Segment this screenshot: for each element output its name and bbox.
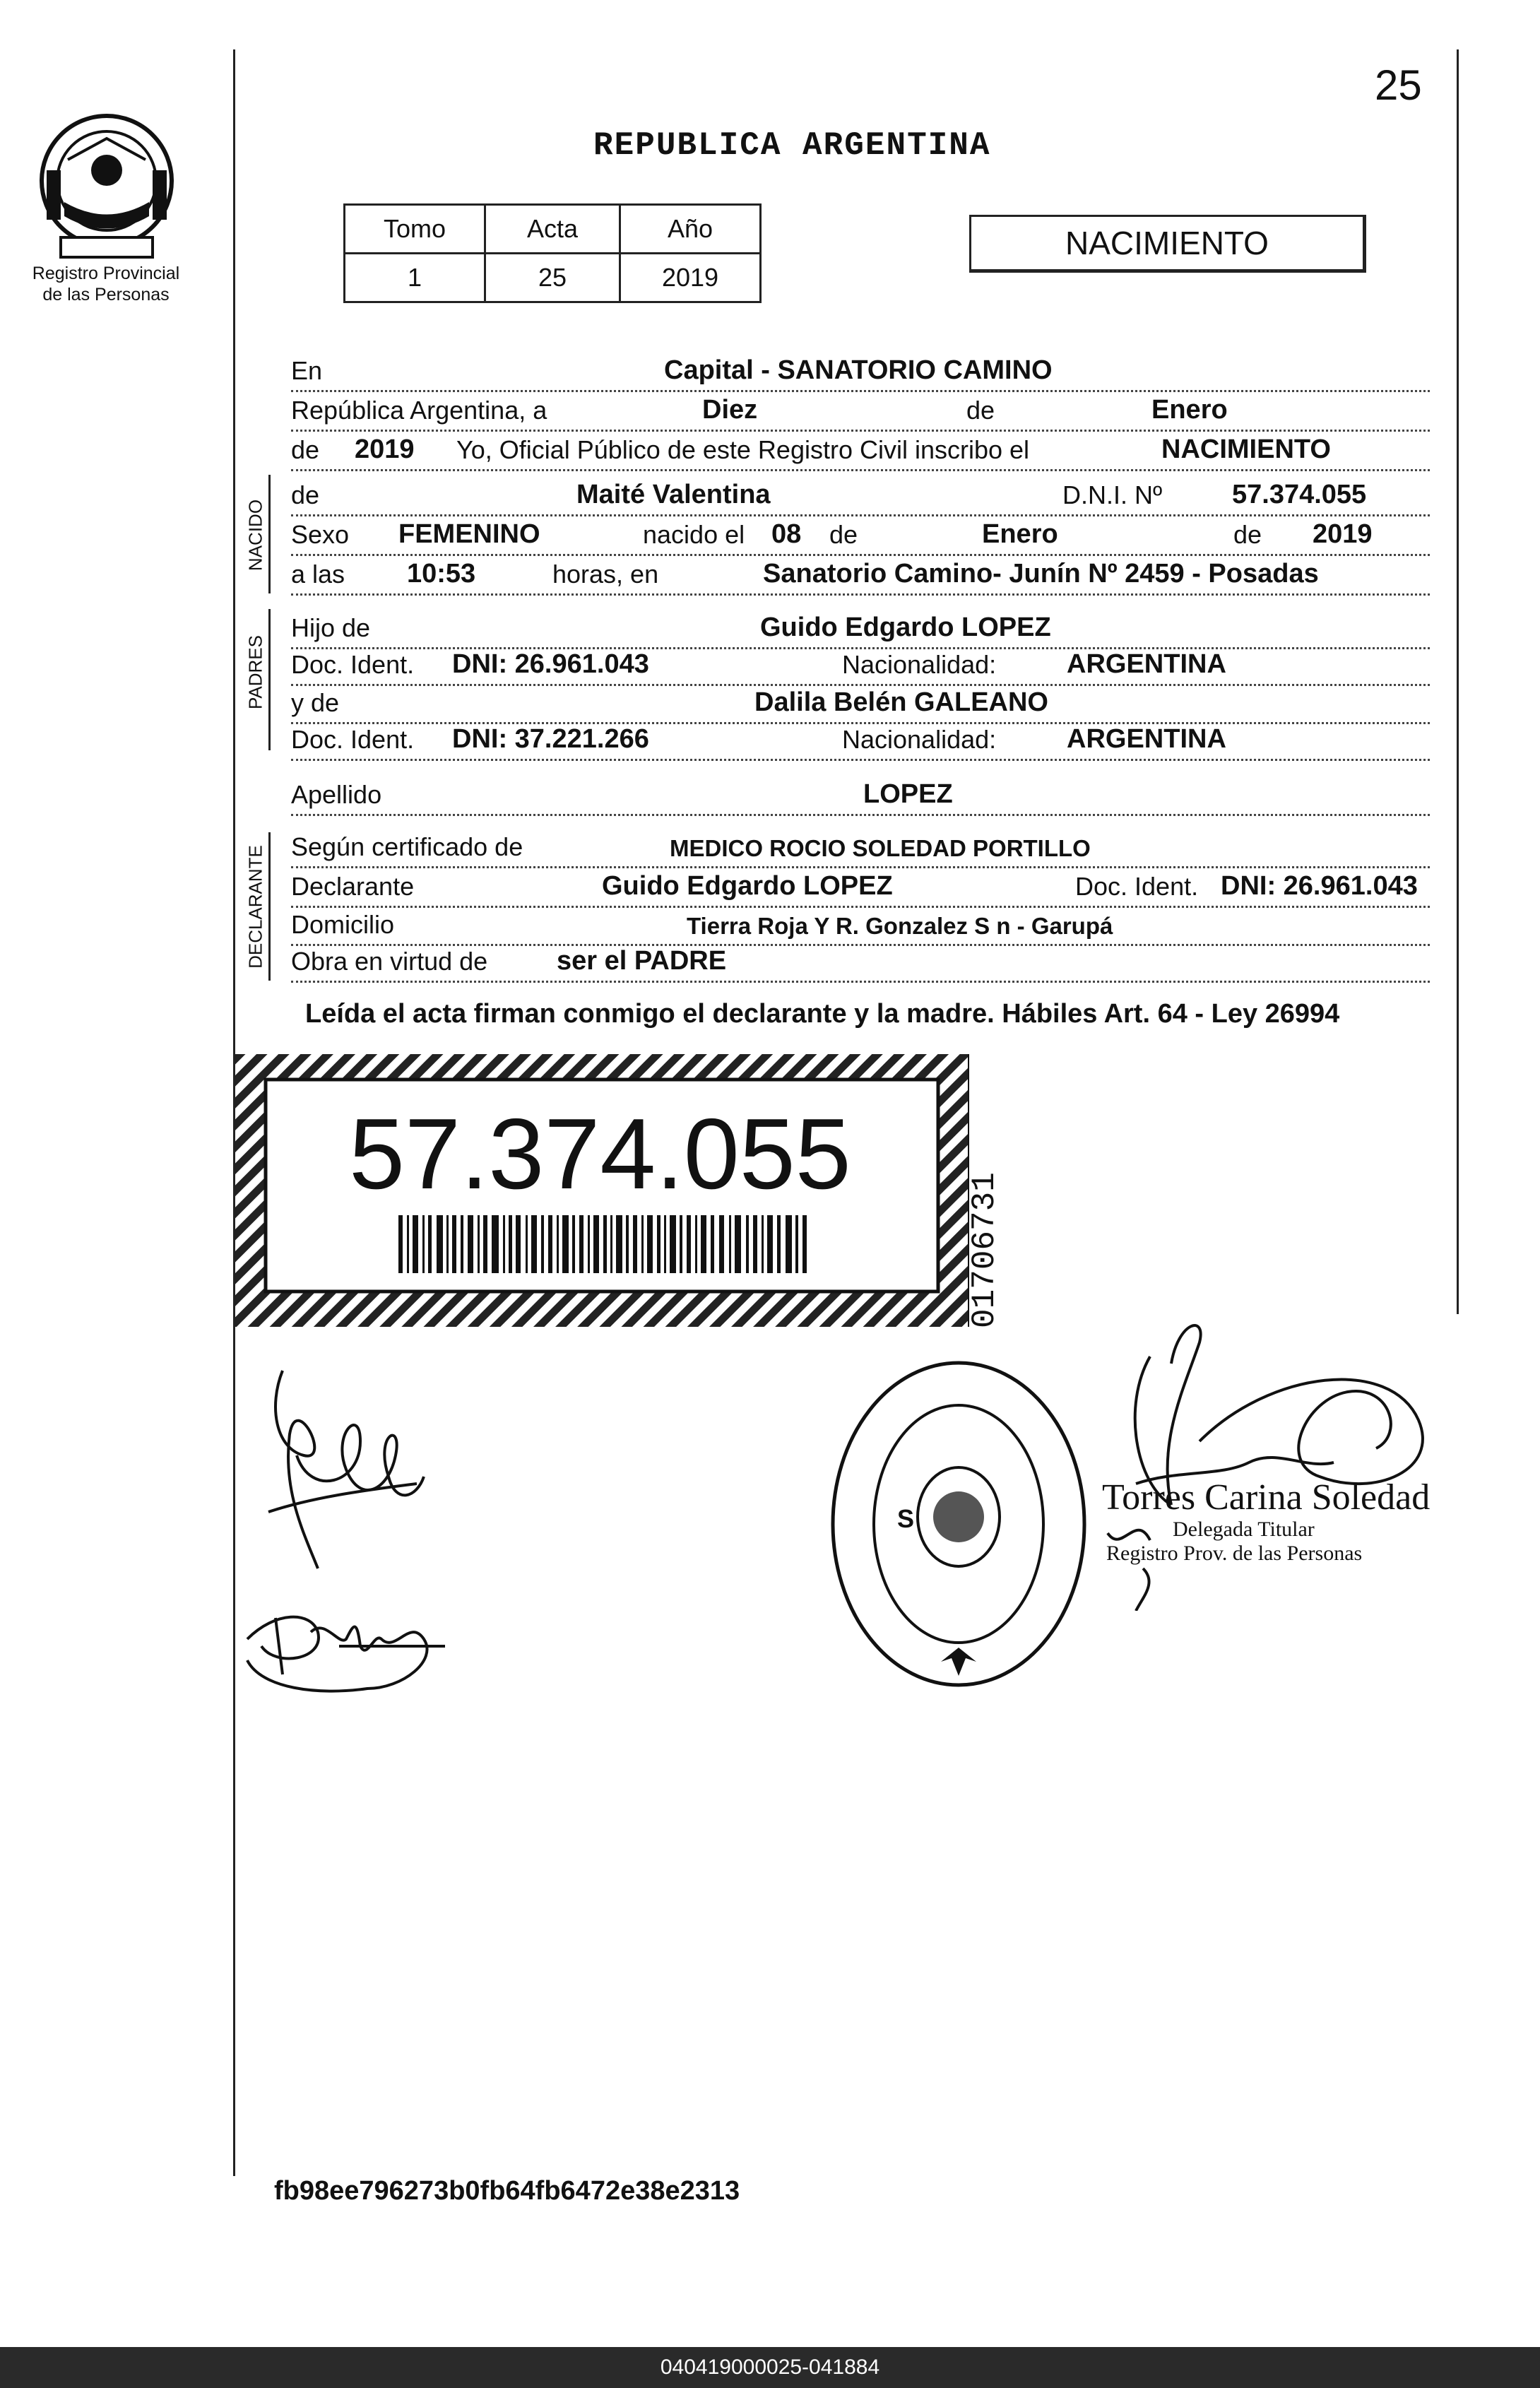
date-row [291,390,1430,432]
year-de-label: de [291,435,320,464]
newborn-birth-row [291,514,1430,556]
value-tomo: 1 [345,254,485,302]
official-seal [828,1358,1089,1690]
birth-place: Sanatorio Camino- Junín Nº 2459 - Posadas [763,559,1319,589]
newborn-dni: 57.374.055 [1232,480,1367,509]
newborn-time-row [291,554,1430,596]
id-card-serial: 01706731 [966,1172,1003,1328]
certificate-value: MEDICO ROCIO SOLEDAD PORTILLO [670,835,1091,861]
year-row [291,430,1430,471]
official-org: Registro Prov. de las Personas [1106,1542,1363,1565]
declarant-row [291,866,1430,908]
padres-bracket [268,609,271,750]
date-de-label: de [966,396,995,425]
official-name: Torres Carina Soledad [1102,1477,1431,1518]
newborn-name: Maité Valentina [576,480,771,509]
logo-caption [14,263,198,305]
newborn-dni-label: D.N.I. Nº [1062,480,1163,509]
father-doc-row [291,644,1430,686]
horas-label: horas, en [552,560,659,589]
record-type-box: NACIMIENTO [969,215,1366,273]
page-number: 25 [1375,61,1422,109]
declarante-bracket [268,832,271,981]
declarant-name: Guido Edgardo LOPEZ [602,871,893,901]
domicile-label: Domicilio [291,910,395,939]
date-day: Diez [702,395,758,425]
declarant-doc: DNI: 26.961.043 [1221,871,1418,901]
newborn-de-label: de [291,480,320,509]
section-label-padres: PADRES [244,635,266,709]
domicile-value: Tierra Roja Y R. Gonzalez S n - Garupá [687,913,1113,939]
place-label: En [291,356,323,385]
birth-de-label: de [829,520,858,549]
father-nat-label: Nacionalidad: [842,650,997,679]
certificate-label: Según certificado de [291,832,523,861]
value-acta: 25 [485,254,620,302]
provincia-misiones-logo [32,103,181,266]
surname-label: Apellido [291,780,382,809]
page-title: REPUBLICA ARGENTINA [593,127,991,164]
father-name: Guido Edgardo LOPEZ [760,613,1051,642]
header-acta: Acta [485,205,620,254]
mother-doc-row [291,719,1430,761]
birth-de-label2: de [1233,520,1262,549]
year-value: 2019 [355,435,415,464]
surname-value: LOPEZ [863,779,953,809]
newborn-name-row [291,475,1430,516]
sexo-value: FEMENINO [398,519,540,549]
mother-doc-label: Doc. Ident. [291,725,415,754]
date-prefix: República Argentina, a [291,396,547,425]
mother-nationality: ARGENTINA [1067,724,1226,754]
date-month: Enero [1151,395,1228,425]
mother-doc: DNI: 37.221.266 [452,724,649,754]
birth-year: 2019 [1313,519,1373,549]
domicile-row [291,904,1430,946]
a-las-label: a las [291,560,345,589]
mother-nat-label: Nacionalidad: [842,725,997,754]
father-row [291,608,1430,649]
declarant-label: Declarante [291,872,415,901]
closing-statement: Leída el acta firman conmigo el declarante y la madre. Hábiles Art. 64 - Ley 26994 [305,999,1340,1029]
year-record-type: NACIMIENTO [1161,435,1331,464]
official-role: Delegada Titular [1173,1518,1315,1541]
record-table [343,203,762,303]
place-value: Capital - SANATORIO CAMINO [664,355,1053,385]
section-label-declarante: DECLARANTE [244,845,266,969]
right-margin-line [1457,49,1459,1314]
y-de-label: y de [291,688,340,717]
mother-name: Dalila Belén GALEANO [754,687,1048,717]
declarant-signature [254,1349,431,1583]
certificate-row [291,827,1430,868]
sexo-label: Sexo [291,520,350,549]
section-label-nacido: NACIDO [244,499,266,572]
logo-caption-line2: de las Personas [42,285,170,305]
nacido-label: nacido el [643,520,745,549]
father-doc-label: Doc. Ident. [291,650,415,679]
birth-time: 10:53 [407,559,476,589]
place-row [291,350,1430,392]
value-anio: 2019 [620,254,761,302]
birth-day: 08 [771,519,802,549]
obra-label: Obra en virtud de [291,947,488,976]
document-hash: fb98ee796273b0fb64fb6472e38e2313 [274,2176,740,2206]
father-nationality: ARGENTINA [1067,649,1226,679]
obra-value: ser el PADRE [557,946,727,976]
id-card-number: 57.374.055 [349,1098,851,1210]
declarant-doc-label: Doc. Ident. [1075,872,1199,901]
logo-caption-line1: Registro Provincial [32,264,180,283]
mother-row [291,682,1430,724]
mother-signature [233,1583,459,1710]
seal-mark: S [897,1504,915,1533]
father-doc: DNI: 26.961.043 [452,649,649,679]
header-anio: Año [620,205,761,254]
birth-month: Enero [982,519,1058,549]
obra-row [291,941,1430,983]
footer-code: 040419000025-041884 [0,2347,1540,2388]
year-text: Yo, Oficial Público de este Registro Civil inscribo el [456,435,1030,464]
header-tomo: Tomo [345,205,485,254]
nacido-bracket [268,475,271,593]
hijo-label: Hijo de [291,613,371,642]
surname-row [291,774,1430,816]
